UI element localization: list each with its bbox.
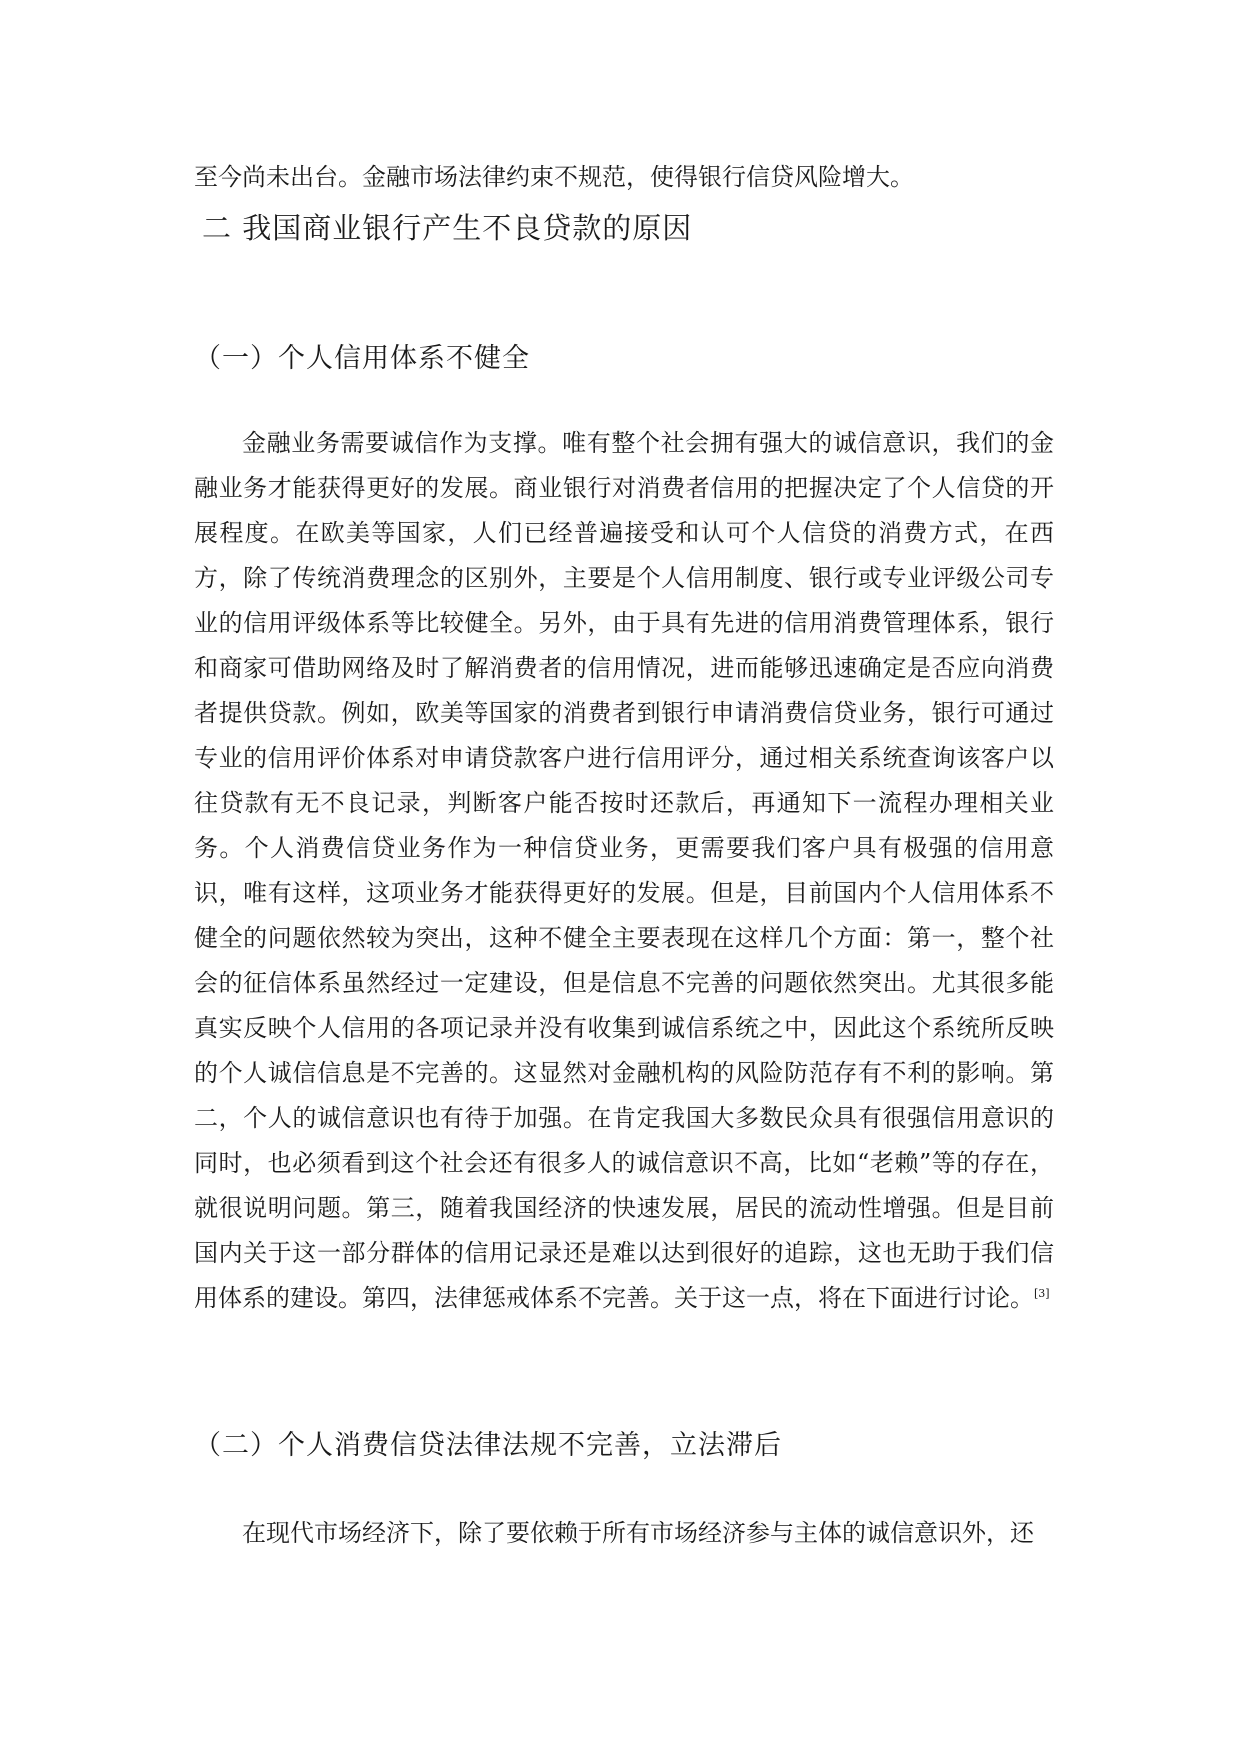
subsection-heading-2: （二）个人消费信贷法律法规不完善，立法滞后 bbox=[194, 1430, 782, 1461]
subsection-2-paragraph: 在现代市场经济下，除了要依赖于所有市场经济参与主体的诚信意识外，还 bbox=[242, 1519, 1034, 1547]
subsection-1-paragraph bbox=[194, 421, 1054, 1321]
section-heading: 二 我国商业银行产生不良贷款的原因 bbox=[202, 211, 693, 245]
subsection-heading-1: （一）个人信用体系不健全 bbox=[194, 343, 530, 374]
reference-mark: [3] bbox=[1034, 1287, 1050, 1300]
continued-paragraph: 至今尚未出台。金融市场法律约束不规范，使得银行信贷风险增大。 bbox=[194, 163, 914, 191]
subsection-1-paragraph-text: 金融业务需要诚信作为支撑。唯有整个社会拥有强大的诚信意识，我们的金融业务才能获得更好的发展。商业银行对消费者信用的把握决定了个人信贷的开展程度。在欧美等国家，人们已经普遍接受和认可个人信贷的消费方式，在西方，除了传统消费理念的区别外，主要是个人信用制度、银行或专业评级公司专业的信用评级体系等比较健全。另外，由于具有先进的信用消费管理体系，银行和商家可借助网络及时了解消费者的信用情况，进而能够迅速确定是否应向消费者提供贷款。例如，欧美等国家的消费者到银行申请消费信贷业务，银行可通过专业的信用评价体系对申请贷款客户进行信用评分，通过相关系统查询该客户以往贷款有无不良记录，判断客户能否按时还款后，再通知下一流程办理相关业务。个人消费信贷业务作为一种信贷业务，更需要我们客户具有极强的信用意识，唯有这样，这项业务才能获得更好的发展。但是，目前国内个人信用体系不健全的问题依然较为突出，这种不健全主要表现在这样几个方面：第一，整个社会的征信体系虽然经过一定建设，但是信息不完善的问题依然突出。尤其很多能真实反映个人信用的各项记录并没有收集到诚信系统之中，因此这个系统所反映的个人诚信信息是不完善的。这显然对金融机构的风险防范存有不利的影响。第二，个人的诚信意识也有待于加强。在肯定我国大多数民众具有很强信用意识的同时，也必须看到这个社会还有很多人的诚信意识不高，比如“老赖”等的存在，就很说明问题。第三，随着我国经济的快速发展，居民的流动性增强。但是目前国内关于这一部分群体的信用记录还是难以达到很好的追踪，这也无助于我们信用体系的建设。第四，法律惩戒体系不完善。关于这一点，将在下面进行讨论。 bbox=[194, 429, 1054, 1312]
